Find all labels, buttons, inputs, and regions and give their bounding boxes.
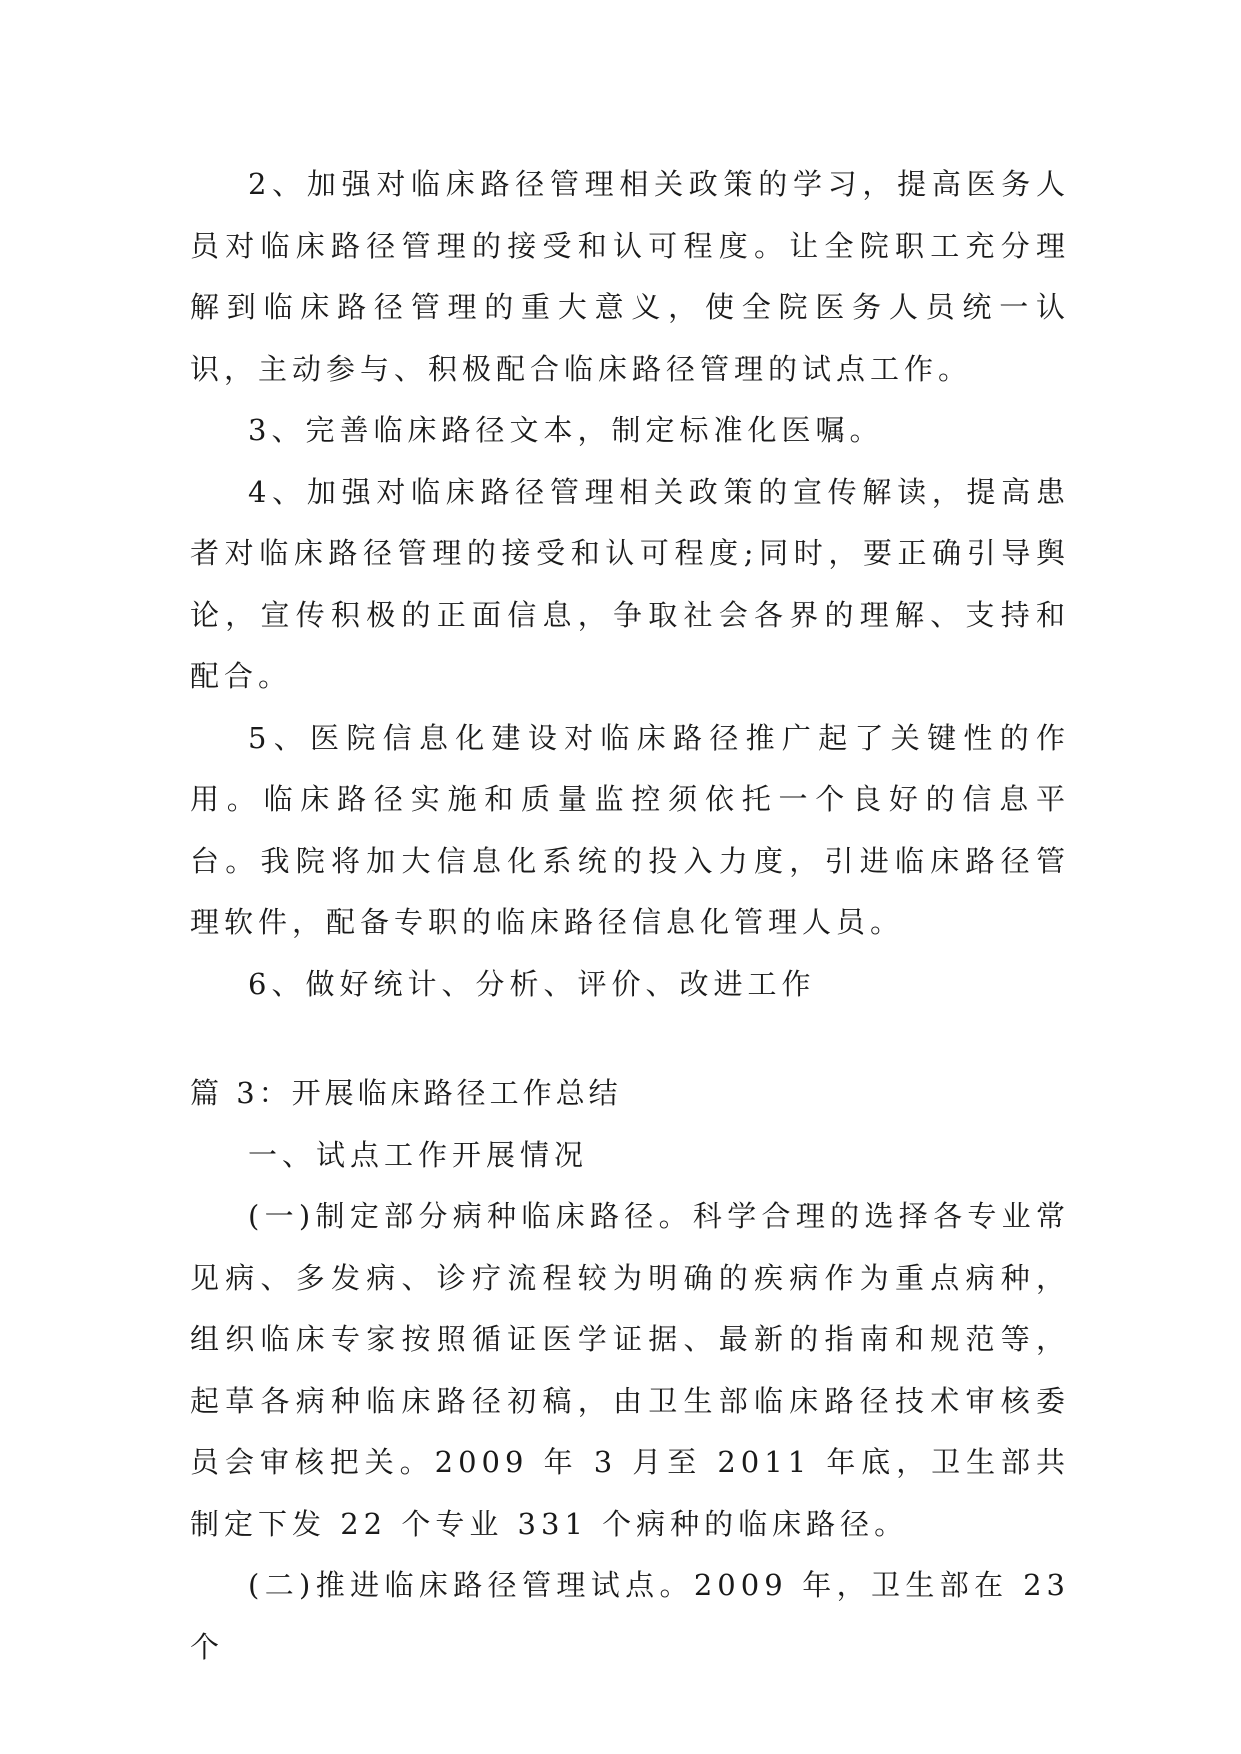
paragraph-item-4: 4、加强对临床路径管理相关政策的宣传解读，提高患者对临床路径管理的接受和认可程度;同时，要正确引导舆论，宣传积极的正面信息，争取社会各界的理解、支持和配合。: [190, 474, 1070, 693]
section-spacer: [190, 1015, 1070, 1063]
document-body: [190, 154, 1070, 1678]
subsection-title: 一、试点工作开展情况: [248, 1137, 589, 1172]
paragraph-pilot-2: (二)推进临床路径管理试点。2009 年，卫生部在 23 个: [190, 1568, 1070, 1664]
section-heading: 篇 3：开展临床路径工作总结: [190, 1076, 622, 1110]
paragraph-item-3: 3、完善临床路径文本，制定标准化医嘱。: [248, 413, 884, 447]
paragraph-item-5: 5、医院信息化建设对临床路径推广起了关键性的作用。临床路径实施和质量监控须依托一个良好的信息平台。我院将加大信息化系统的投入力度，引进临床路径管理软件，配备专职的临床路径信息化管理人员。: [190, 720, 1070, 939]
paragraph-pilot-1: (一)制定部分病种临床路径。科学合理的选择各专业常见病、多发病、诊疗流程较为明确的疾病作为重点病种，组织临床专家按照循证医学证据、最新的指南和规范等，起草各病种临床路径初稿，由卫生部临床路径技术审核委员会审核把关。2009 年 3 月至 2011 年底，卫生部共制定下发 22 个专业 331 个病种的临床路径。: [190, 1199, 1070, 1541]
paragraph-item-6: 6、做好统计、分析、评价、改进工作: [248, 966, 816, 1001]
paragraph-item-2: 2、加强对临床路径管理相关政策的学习，提高医务人员对临床路径管理的接受和认可程度。让全院职工充分理解到临床路径管理的重大意义，使全院医务人员统一认识，主动参与、积极配合临床路径管理的试点工作。: [190, 167, 1070, 386]
